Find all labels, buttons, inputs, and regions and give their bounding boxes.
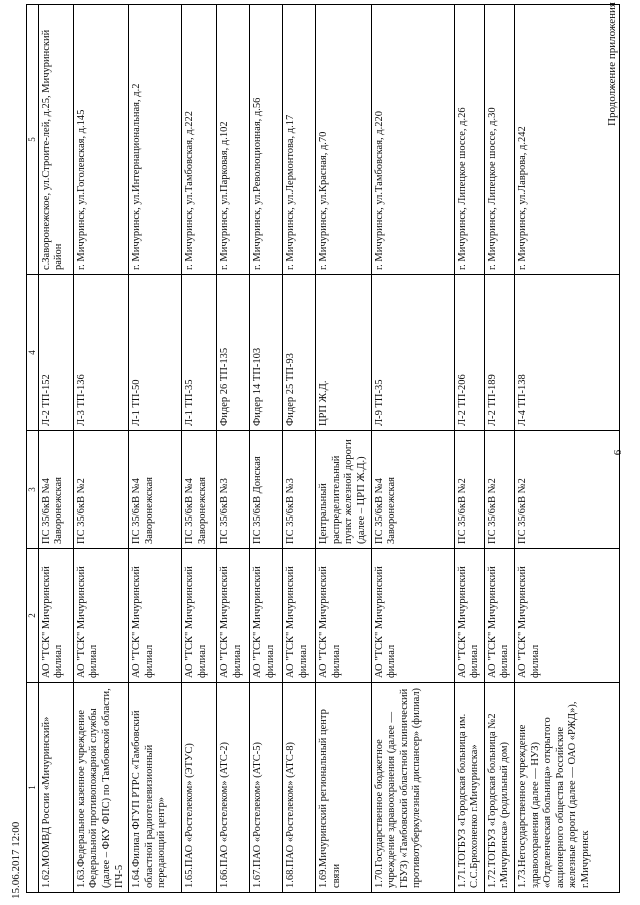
substation-cell: ПС 35/6кВ №3 <box>283 431 316 549</box>
consumer-cell: 1.66.ПАО «Ростелеком» (АТС-2) <box>217 683 250 893</box>
column-number: 1 <box>27 683 39 893</box>
table-row <box>283 5 316 893</box>
consumer-cell: 1.64.Филиал ФГУП РТРС «Тамбовский областной радиотелевизионный передающий центр» <box>129 683 182 893</box>
consumer-cell: 1.69.Мичуринский региональный центр связи <box>316 683 371 893</box>
address-cell: г. Мичуринск, ул.Лермонтова, д.17 <box>283 5 316 275</box>
table-row <box>217 5 250 893</box>
line-cell: Фидер 25 ТП-93 <box>283 275 316 431</box>
page-number: 6 <box>612 449 624 456</box>
continuation-label: Продолжение приложения <box>606 2 618 126</box>
line-cell: Фидер 26 ТП-135 <box>217 275 250 431</box>
line-cell: ЦРП Ж.Д. <box>316 275 371 431</box>
address-cell: г. Мичуринск, ул.Тамбовская, д.220 <box>371 5 454 275</box>
address-cell: г. Мичуринск, ул.Лаврова, д.242 <box>514 5 619 275</box>
address-cell: г. Мичуринск, Липецкое шоссе, д.30 <box>484 5 514 275</box>
supplier-cell: АО "ТСК" Мичуринский филиал <box>73 549 128 683</box>
substation-cell: ПС 35/6кВ №4 Заворонежская <box>182 431 217 549</box>
line-cell: Л-4 ТП-138 <box>514 275 619 431</box>
column-number: 4 <box>27 275 39 431</box>
consumer-cell: 1.68.ПАО «Ростелеком» (АТС-8) <box>283 683 316 893</box>
line-cell: Л-2 ТП-189 <box>484 275 514 431</box>
supplier-cell: АО "ТСК" Мичуринский филиал <box>38 549 73 683</box>
line-cell: Л-2 ТП-206 <box>454 275 484 431</box>
substation-cell: ПС 35/6кВ №4 Заворонежская <box>371 431 454 549</box>
substation-cell: ПС 35/6кВ Донская <box>250 431 283 549</box>
consumer-cell: 1.65.ПАО «Ростелеком» (ЭТУС) <box>182 683 217 893</box>
consumer-cell: 1.67.ПАО «Ростелеком» (АТС-5) <box>250 683 283 893</box>
footer-date: 15.06.2017 12:00 <box>10 821 22 899</box>
substation-table <box>26 4 620 893</box>
substation-cell: ПС 35/6кВ №4 Заворонежская <box>38 431 73 549</box>
substation-cell: ПС 35/6кВ №2 <box>73 431 128 549</box>
address-cell: г. Мичуринск, ул.Парковая, д.102 <box>217 5 250 275</box>
substation-cell: ПС 35/6кВ №2 <box>484 431 514 549</box>
column-number-row <box>27 5 39 893</box>
substation-cell: Центральный распределительный пункт железной дороги (далее – ЦРП Ж.Д.) <box>316 431 371 549</box>
table-row <box>454 5 484 893</box>
supplier-cell: АО "ТСК" Мичуринский филиал <box>217 549 250 683</box>
supplier-cell: АО "ТСК" Мичуринский филиал <box>182 549 217 683</box>
supplier-cell: АО "ТСК" Мичуринский филиал <box>250 549 283 683</box>
address-cell: г. Мичуринск, ул.Гоголевская, д.145 <box>73 5 128 275</box>
substation-cell: ПС 35/6кВ №3 <box>217 431 250 549</box>
table-row <box>182 5 217 893</box>
table-row <box>484 5 514 893</box>
supplier-cell: АО "ТСК" Мичуринский филиал <box>316 549 371 683</box>
table-row <box>316 5 371 893</box>
line-cell: Л-2 ТП-152 <box>38 275 73 431</box>
line-cell: Л-9 ТП-35 <box>371 275 454 431</box>
consumer-cell: 1.72.ТОГБУЗ «Городская больница №2 г.Мичуринска» (родильный дом) <box>484 683 514 893</box>
column-number: 3 <box>27 431 39 549</box>
supplier-cell: АО "ТСК" Мичуринский филиал <box>514 549 619 683</box>
address-cell: г. Мичуринск, ул.Красная, д.70 <box>316 5 371 275</box>
address-cell: г. Мичуринск, ул.Тамбовская, д.222 <box>182 5 217 275</box>
supplier-cell: АО "ТСК" Мичуринский филиал <box>371 549 454 683</box>
table-row <box>250 5 283 893</box>
column-number: 5 <box>27 5 39 275</box>
table-row <box>38 5 73 893</box>
column-number: 2 <box>27 549 39 683</box>
consumer-cell: 1.70.Государственное бюджетное учреждение здравоохранения (далее — ГБУЗ) «Тамбовский областной клинический противотуберкулезный диспансер» (филиал) <box>371 683 454 893</box>
table-row <box>73 5 128 893</box>
substation-cell: ПС 35/6кВ №4 Заворонежская <box>129 431 182 549</box>
supplier-cell: АО "ТСК" Мичуринский филиал <box>283 549 316 683</box>
address-cell: г. Мичуринск, Липецкое шоссе, д.26 <box>454 5 484 275</box>
line-cell: Фидер 14 ТП-103 <box>250 275 283 431</box>
table-row <box>371 5 454 893</box>
address-cell: с.Заворонежское, ул.Строите-лей, д.25, Мичуринский район <box>38 5 73 275</box>
address-cell: г. Мичуринск, ул.Революционная, д.56 <box>250 5 283 275</box>
supplier-cell: АО "ТСК" Мичуринский филиал <box>454 549 484 683</box>
consumer-cell: 1.63.Федеральное казенное учреждение Федеральной противопожарной службы (далее – ФКУ ФПС) по Тамбовской области, ПЧ-5 <box>73 683 128 893</box>
consumer-cell: 1.71.ТОГБУЗ «Городская больница им. С.С.Брюхоненко г.Мичуринска» <box>454 683 484 893</box>
table-row <box>514 5 619 893</box>
supplier-cell: АО "ТСК" Мичуринский филиал <box>129 549 182 683</box>
consumer-cell: 1.73.Негосударственное учреждение здравоохранения (далее — НУЗ) «Отделенческая больница» открытого акционерного общества Российские железные дороги (далее — ОАО «РЖД»), г.Мичуринск <box>514 683 619 893</box>
address-cell: г. Мичуринск, ул.Интернациональная, д.2 <box>129 5 182 275</box>
line-cell: Л-1 ТП-50 <box>129 275 182 431</box>
table-row <box>129 5 182 893</box>
line-cell: Л-3 ТП-136 <box>73 275 128 431</box>
line-cell: Л-1 ТП-35 <box>182 275 217 431</box>
consumer-cell: 1.62.МОМВД России «Мичуринский» <box>38 683 73 893</box>
substation-cell: ПС 35/6кВ №2 <box>454 431 484 549</box>
substation-cell: ПС 35/6кВ №2 <box>514 431 619 549</box>
supplier-cell: АО "ТСК" Мичуринский филиал <box>484 549 514 683</box>
